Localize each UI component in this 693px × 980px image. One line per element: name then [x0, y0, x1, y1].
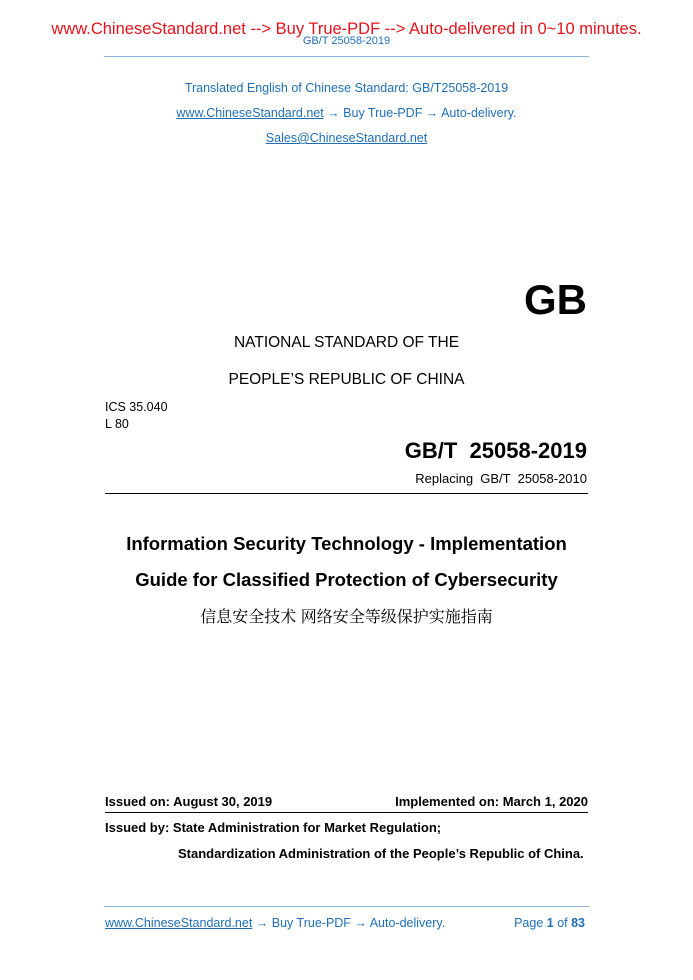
- issue-divider: [105, 812, 588, 813]
- top-banner: www.ChineseStandard.net --> Buy True-PDF --> Auto-delivered in 0~10 minutes.: [51, 20, 642, 38]
- national-standard-line2: PEOPLE’S REPUBLIC OF CHINA: [228, 371, 465, 388]
- sales-line: [0, 131, 693, 145]
- buy-line: [0, 106, 693, 120]
- issued-by-second-authority: Standardization Administration of the People’s Republic of China.: [178, 846, 584, 861]
- header-standard-code: GB/T 25058-2019: [302, 35, 391, 47]
- site-link[interactable]: www.ChineseStandard.net: [176, 106, 324, 120]
- page-of: of: [553, 916, 572, 930]
- title-line-2: Guide for Classified Protection of Cybersecurity: [135, 569, 558, 590]
- issued-by: Issued by: State Administration for Market Regulation;: [105, 820, 442, 835]
- title-line-1: Information Security Technology - Implementation: [126, 533, 567, 554]
- gb-logo: GB: [524, 276, 587, 323]
- page-current: 1: [546, 916, 554, 930]
- header-divider: [104, 56, 589, 57]
- page-indicator: [514, 916, 585, 930]
- title-divider: [105, 493, 588, 494]
- page-label: Page: [514, 916, 547, 930]
- classification-code: L 80: [105, 417, 129, 431]
- translation-note: Translated English of Chinese Standard: GB/T25058-2019: [184, 81, 509, 95]
- buy-text: → Buy True-PDF → Auto-delivery.: [323, 106, 517, 120]
- footer-site-link[interactable]: www.ChineseStandard.net: [105, 916, 253, 930]
- footer-buy-line: [105, 916, 445, 930]
- page-total: 83: [571, 916, 585, 930]
- footer-buy-text: → Buy True-PDF → Auto-delivery.: [252, 916, 446, 930]
- national-standard-line1: NATIONAL STANDARD OF THE: [233, 334, 460, 351]
- title-chinese: 信息安全技术 网络安全等级保护实施指南: [200, 609, 493, 626]
- ics-code: ICS 35.040: [105, 400, 168, 414]
- replacing-note: Replacing GB/T 25058-2010: [415, 471, 587, 486]
- implemented-on: Implemented on: March 1, 2020: [395, 794, 588, 809]
- footer-divider: [104, 906, 589, 907]
- standard-number: GB/T 25058-2019: [404, 438, 587, 463]
- issued-on: Issued on: August 30, 2019: [105, 794, 273, 809]
- sales-email-link[interactable]: Sales@ChineseStandard.net: [265, 131, 428, 145]
